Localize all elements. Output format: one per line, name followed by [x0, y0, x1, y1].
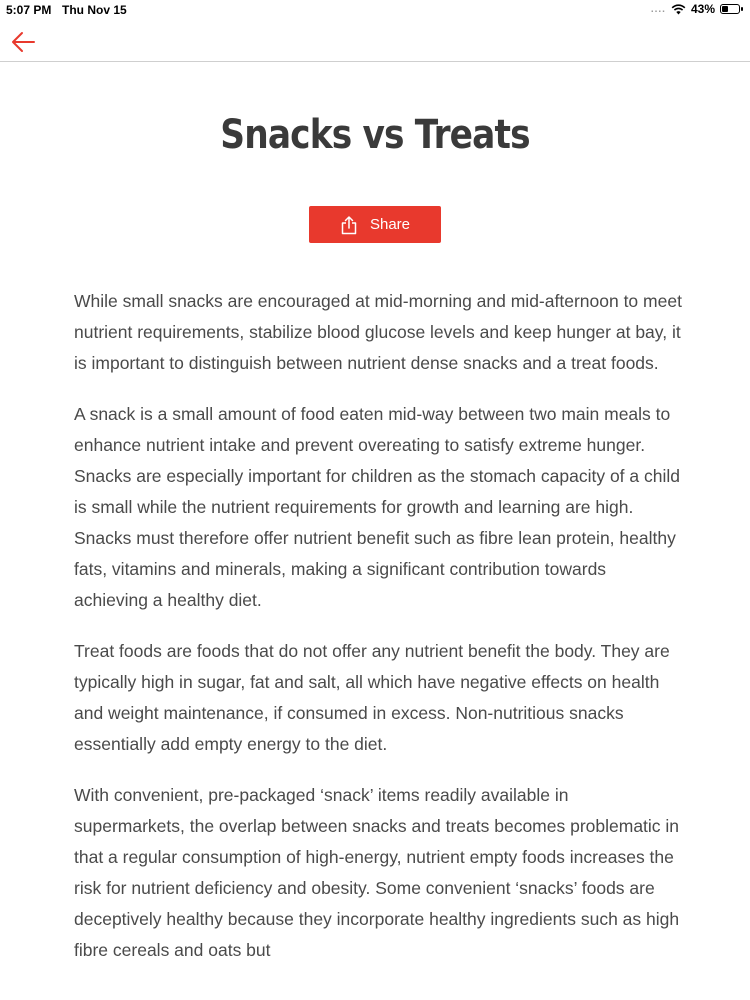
back-arrow-icon [8, 28, 38, 56]
article-paragraph: Treat foods are foods that do not offer any nutrient benefit the body. They are typically high in sugar, fat and salt, all which have negative effects on health and weight maintenance, if consumed in excess. Non-nutritious snacks essentially add empty energy to the diet. [74, 641, 670, 754]
back-button[interactable] [8, 28, 38, 56]
status-indicators [651, 2, 740, 16]
battery-icon [720, 4, 740, 14]
page-title: Snacks vs Treats [220, 112, 530, 158]
article-body [74, 286, 684, 986]
share-label: Share [369, 216, 411, 233]
share-icon [340, 215, 358, 235]
battery-level [722, 6, 728, 12]
signal-icon: .... [650, 3, 666, 15]
article-paragraph: A snack is a small amount of food eaten mid-way between two main meals to enhance nutrient intake and prevent overeating to satisfy extreme hunger. Snacks are especially important for children as the stomach capacity of a child is small while the nutrient requirements for growth and learning are high. Snacks must therefore offer nutrient benefit such as fibre lean protein, healthy fats, vitamins and minerals, making a significant contribution towards achieving a healthy diet. [74, 404, 680, 610]
nav-bar [0, 22, 750, 62]
status-date: Thu Nov 15 [62, 3, 127, 17]
article-paragraph: With convenient, pre-packaged ‘snack’ items readily available in supermarkets, the overlap between snacks and treats becomes problematic in that a regular consumption of high-energy, nutrient empty foods increases the risk for nutrient deficiency and obesity. Some convenient ‘snacks’ foods are deceptively healthy because they incorporate healthy ingredients such as high fibre cereals and oats but [74, 785, 680, 960]
status-bar [0, 0, 750, 22]
article-paragraph: While small snacks are encouraged at mid-morning and mid-afternoon to meet nutrient requirements, stabilize blood glucose levels and keep hunger at bay, it is important to distinguish between nutrient dense snacks and a treat foods. [74, 291, 682, 373]
status-time: 5:07 PM [6, 3, 52, 17]
share-button[interactable] [309, 206, 441, 243]
battery-percent: 43% [690, 2, 715, 16]
wifi-icon [671, 4, 686, 15]
